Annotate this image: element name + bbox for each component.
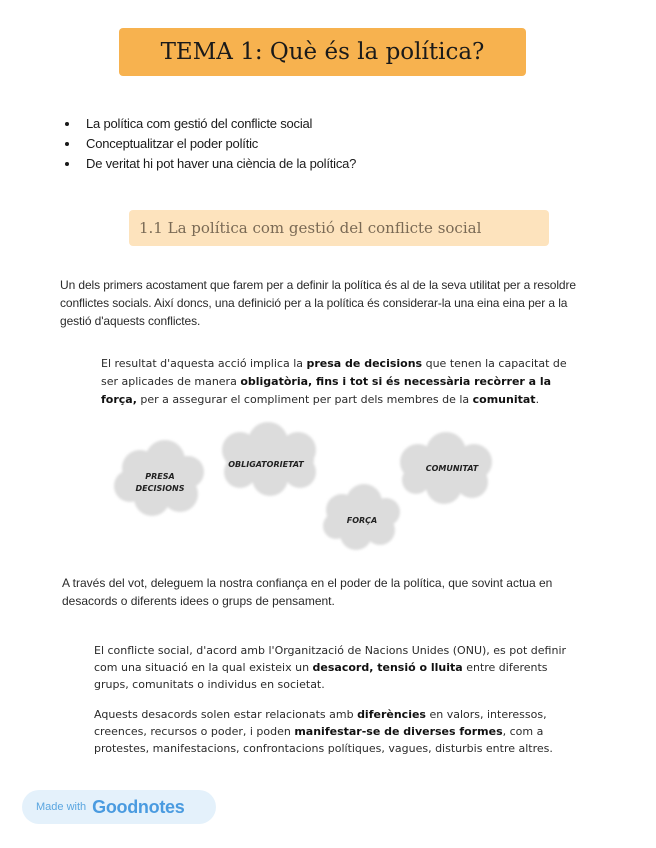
decision-paragraph: El resultat d'aquesta acció implica la presa de decisions que tenen la capacitat de ser aplicades de manera obligatòria, fins i tot si és necessària recòrrer a la força, per a assegurar el compliment per part dels membres de la comunitat. bbox=[101, 357, 567, 406]
cloud-label: OBLIGATORIETAT bbox=[228, 460, 304, 469]
cloud-obligatorietat bbox=[222, 422, 316, 496]
bold-term: desacord, tensió o lluita bbox=[312, 661, 463, 674]
cloud-label: FORÇA bbox=[346, 516, 378, 525]
topic-item: • La política com gestió del conflicte social bbox=[80, 114, 356, 134]
page-title bbox=[119, 28, 526, 76]
bold-term: manifestar-se de diverses formes bbox=[294, 725, 503, 738]
conflict-definition-paragraph: El conflicte social, d'acord amb l'Organització de Nacions Unides (ONU), es pot definir com una situació en la qual existeix un desacord, tensió o lluita entre diferents grups, comunitats o individus en societat. bbox=[94, 644, 567, 691]
vote-paragraph: A través del vot, deleguem la nostra confiança en el poder de la política, que sovint actua en desacords o diferents idees o grups de pensament. bbox=[62, 576, 553, 608]
concept-clouds bbox=[0, 420, 656, 560]
made-with-label: Made with bbox=[36, 801, 87, 813]
section-title-text: 1.1 La política com gestió del conflicte social bbox=[139, 219, 482, 237]
disagreements-paragraph: Aquests desacords solen estar relacionats amb diferències en valors, interessos, creences, recursos o poder, i poden manifestar-se de diverses formes, com a protestes, manifestacions, confrontacions polítiques, vagues, disturbis entre altres. bbox=[94, 708, 553, 755]
bold-term: obligatòria, fins i tot si és necessària recòrrer a la força, bbox=[101, 375, 552, 406]
topic-item: • Conceptualitzar el poder polític bbox=[80, 134, 356, 154]
bold-term: diferències bbox=[357, 708, 426, 721]
topic-list bbox=[66, 114, 356, 174]
cloud-label: COMUNITAT bbox=[425, 464, 479, 473]
made-with-goodnotes-badge[interactable] bbox=[22, 790, 216, 824]
cloud-label: PRESA bbox=[145, 472, 175, 481]
cloud-label: DECISIONS bbox=[135, 484, 185, 493]
goodnotes-logo: Goodnotes bbox=[92, 796, 185, 817]
topic-item: • De veritat hi pot haver una ciència de la política? bbox=[80, 154, 356, 174]
intro-paragraph: Un dels primers acostament que farem per a definir la política és al de la seva utilitat per a resoldre conflictes socials. Així doncs, una definició per a la política és considerar-la una eina eina per a la gestió d'aquests conflictes. bbox=[60, 278, 576, 328]
bold-term: comunitat bbox=[472, 393, 536, 406]
section-title bbox=[129, 210, 549, 246]
bold-term: presa de decisions bbox=[306, 357, 423, 370]
page-title-text: TEMA 1: Què és la política? bbox=[160, 39, 485, 65]
